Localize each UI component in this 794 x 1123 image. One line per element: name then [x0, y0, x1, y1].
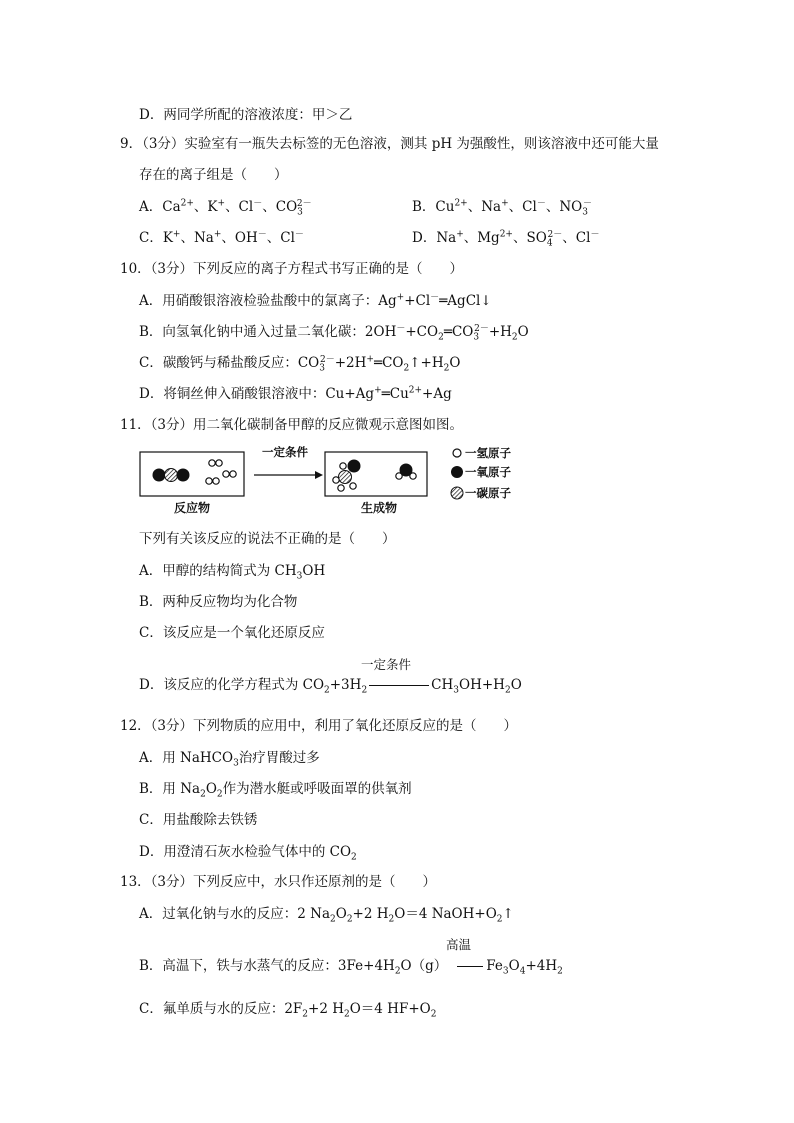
q11-option-d: D．该反应的化学方程式为 $CO_2+3H_2$ $CH_3OH+H_2O$: [139, 677, 522, 696]
q12-stem: 12．（3分）下列物质的应用中，利用了氧化还原反应的是（ ）: [120, 718, 518, 734]
product-label: 生成物: [361, 501, 398, 515]
legend-oxygen-symbol: [451, 466, 463, 478]
legend-carbon-symbol: [451, 487, 463, 499]
q12-option-a: A．用 NaHCO$_3$治疗胃酸过多: [139, 750, 320, 769]
q10-option-c: C．碳酸钙与稀盐酸反应：$CO_3^{2-}+2H^+═CO_2↑+H_2O$: [139, 354, 461, 374]
co2-molecule: [153, 469, 190, 482]
q13-b-condition: 高温: [446, 937, 472, 952]
q11-d-condition: 一定条件: [361, 657, 412, 672]
q9-option-b: B．$Cu^{2+}$、Na+、Cl－、$NO_3^-$: [412, 198, 592, 218]
q9-stem-line1: 9．（3分）实验室有一瓶失去标签的无色溶液，测其 pH 为强酸性，则该溶液中还可能大量: [120, 136, 659, 152]
q13-option-a: A．过氧化钠与水的反应：2 $Na_2O_2+2$ $H_2O=4$ $NaOH+O_2↑$: [139, 906, 514, 925]
q9-option-c: C．K+、Na+、OH－、Cl－: [139, 229, 304, 246]
q9-option-a: A．$Ca^{2+}$、K+、Cl－、$CO_3^{2-}$: [139, 198, 312, 218]
condition-line: [457, 966, 483, 967]
legend-hydrogen-label: 一氢原子: [465, 446, 511, 460]
q9-stem-line2: 存在的离子组是（ ）: [139, 167, 288, 183]
arrow-condition-label: 一定条件: [262, 445, 308, 459]
q10-option-b: B．向氢氧化钠中通入过量二氧化碳：$2OH^-+CO_2═CO_3^{2-}+H_2O$: [139, 323, 529, 343]
q10-stem: 10．（3分）下列反应的离子方程式书写正确的是（ ）: [120, 261, 464, 277]
q11-option-a: A．甲醇的结构简式为 $CH_3OH$: [139, 563, 326, 582]
q13-option-c: C．氟单质与水的反应：$2F_2+2$ $H_2O=4$ $HF+O_2$: [139, 1001, 437, 1020]
q10-option-a: A．用硝酸银溶液检验盐酸中的氯离子：Ag++Cl－═AgCl↓: [139, 292, 492, 309]
condition-line: [369, 685, 429, 686]
q8-option-d: D．两同学所配的溶液浓度：甲＞乙: [139, 107, 353, 123]
legend-hydrogen-symbol: [453, 449, 461, 457]
q13-option-b: B．高温下，铁与水蒸气的反应：$3Fe+4H_2O(g)$ $Fe_3O_4+4H_2$: [139, 958, 563, 977]
q9-option-d: D．Na+、$Mg^{2+}$、$SO_4^{2-}$、Cl－: [412, 229, 600, 249]
q13-stem: 13．（3分）下列反应中，水只作还原剂的是（ ）: [120, 874, 437, 890]
legend-carbon-label: 一碳原子: [465, 486, 511, 500]
q11-stem: 11．（3分）用二氧化碳制备甲醇的反应微观示意图如图。: [120, 417, 464, 433]
q11-option-c: C．该反应是一个氧化还原反应: [139, 625, 325, 641]
q11-question: 下列有关该反应的说法不正确的是（ ）: [139, 531, 396, 547]
q12-option-c: C．用盐酸除去铁锈: [139, 812, 258, 828]
q10-option-d: D．将铜丝伸入硝酸银溶液中：$Cu+Ag^+═Cu^{2+}+Ag$: [139, 385, 452, 402]
q12-option-b: B．用 $Na_2O_2$作为潜水艇或呼吸面罩的供氧剂: [139, 781, 412, 800]
q12-option-d: D．用澄清石灰水检验气体中的 $CO_2$: [139, 844, 357, 863]
legend-oxygen-label: 一氧原子: [465, 465, 511, 479]
q11-option-b: B．两种反应物均为化合物: [139, 594, 298, 610]
arrow-head: [315, 471, 323, 479]
reactant-label: 反应物: [174, 501, 211, 515]
